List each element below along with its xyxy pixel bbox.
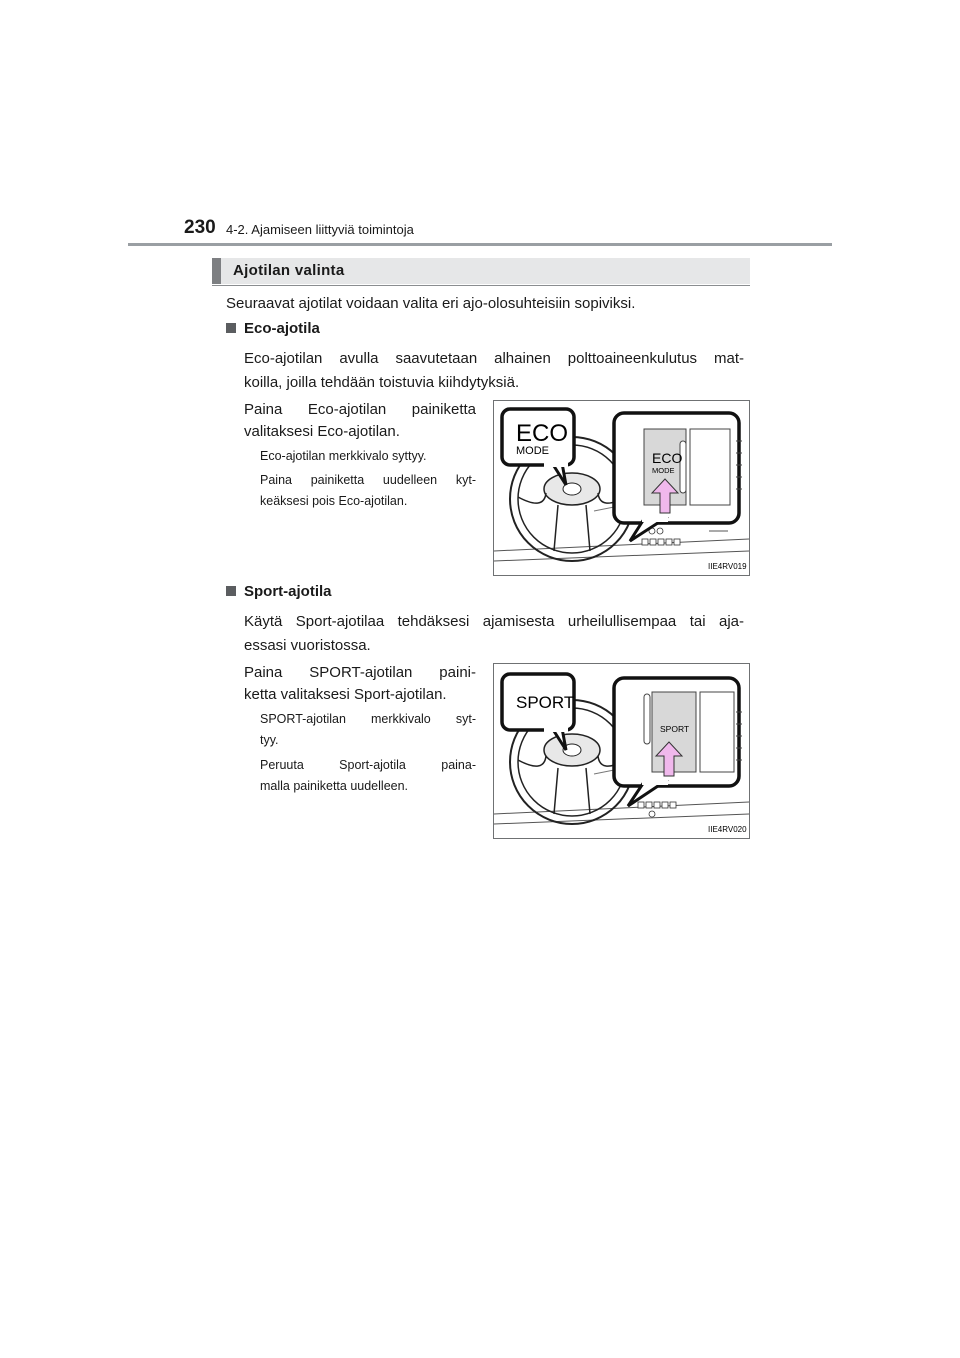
eco-dashboard-illustration	[494, 401, 749, 575]
sport-mode-figure	[493, 663, 750, 839]
callout-mode-text: MODE	[516, 445, 549, 457]
console-buttons	[638, 802, 676, 817]
figure-code: IIE4RV019	[708, 562, 747, 571]
button-eco-text: ECO	[652, 450, 683, 466]
figure-code: IIE4RV020	[708, 825, 747, 834]
section-title-bar	[212, 258, 750, 284]
sport-note-2-line2: malla painiketta uudelleen.	[260, 779, 409, 793]
sport-heading-label: Sport-ajotila	[244, 583, 332, 600]
eco-note-2-line2: keäksesi pois Eco-ajotilan.	[260, 494, 408, 508]
eco-instruction-line1: Paina Eco-ajotilan painiketta	[244, 401, 476, 418]
section-title: Ajotilan valinta	[233, 262, 345, 279]
eco-button-callout	[614, 413, 742, 541]
square-bullet-icon	[226, 323, 236, 333]
eco-mode-callout	[502, 409, 574, 485]
eco-note-1: Eco-ajotilan merkkivalo syttyy.	[260, 449, 427, 463]
sport-note-2-line1: Peruuta Sport-ajotila paina-	[260, 758, 476, 772]
sport-mode-callout	[502, 674, 574, 750]
intro-text: Seuraavat ajotilat voidaan valita eri ajo-olosuhteisiin sopiviksi.	[226, 295, 636, 312]
sport-instruction-line1: Paina SPORT-ajotilan paini-	[244, 664, 476, 681]
sport-button-callout	[614, 678, 742, 806]
button-mode-text: MODE	[652, 466, 675, 475]
sport-instruction-line2: ketta valitaksesi Sport-ajotilan.	[244, 686, 447, 703]
sport-desc-line1: Käytä Sport-ajotilaa tehdäksesi ajamisesta urheilullisempaa tai aja-	[244, 613, 744, 630]
sport-note-1-line1: SPORT-ajotilan merkkivalo syt-	[260, 712, 476, 726]
eco-note-2-line1: Paina painiketta uudelleen kyt-	[260, 473, 476, 487]
section-path: 4-2. Ajamiseen liittyviä toimintoja	[226, 222, 414, 237]
page-number: 230	[184, 217, 216, 238]
eco-heading-label: Eco-ajotila	[244, 320, 320, 337]
sport-note-1-line2: tyy.	[260, 733, 279, 747]
eco-desc-line1: Eco-ajotilan avulla saavutetaan alhainen polttoaineenkulutus mat-	[244, 350, 744, 367]
eco-instruction-line2: valitaksesi Eco-ajotilan.	[244, 423, 400, 440]
section-divider	[212, 285, 750, 286]
eco-heading	[226, 317, 320, 341]
callout-sport-text: SPORT	[516, 693, 575, 712]
sport-dashboard-illustration	[494, 664, 749, 838]
sport-desc-line2: essasi vuoristossa.	[244, 637, 371, 654]
eco-mode-figure	[493, 400, 750, 576]
square-bullet-icon	[226, 586, 236, 596]
sport-heading	[226, 580, 332, 604]
callout-eco-text: ECO	[516, 420, 569, 447]
button-sport-text: SPORT	[660, 724, 690, 734]
header-divider	[128, 243, 832, 246]
eco-desc-line2: koilla, joilla tehdään toistuvia kiihdytyksiä.	[244, 374, 520, 391]
